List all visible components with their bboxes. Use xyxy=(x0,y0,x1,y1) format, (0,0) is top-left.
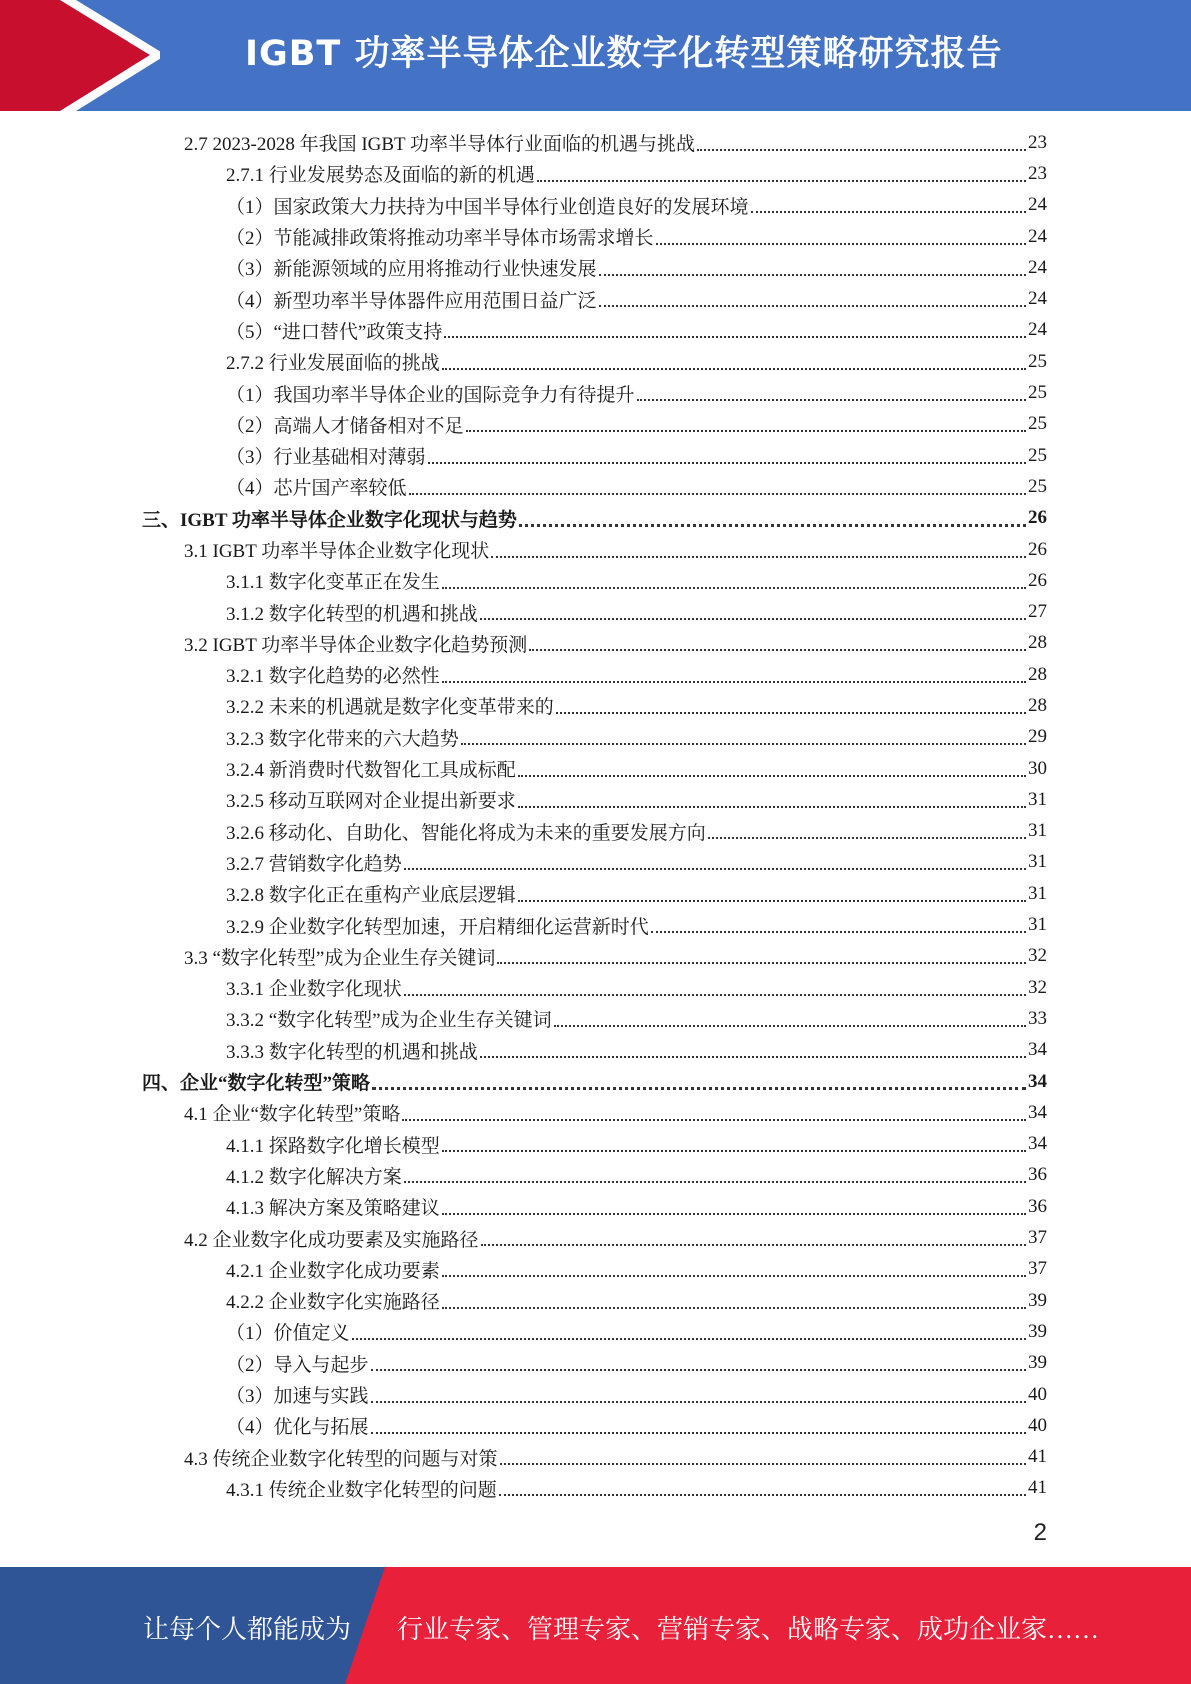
toc-dot-leader xyxy=(651,931,1026,933)
toc-entry[interactable] xyxy=(0,1097,1191,1128)
toc-dot-leader xyxy=(444,336,1026,338)
toc-entry[interactable] xyxy=(0,221,1191,252)
toc-dot-leader xyxy=(599,305,1026,307)
toc-entry[interactable] xyxy=(0,722,1191,753)
toc-entry[interactable] xyxy=(0,503,1191,534)
toc-entry-page: 31 xyxy=(1028,882,1047,904)
toc-dot-leader xyxy=(556,712,1026,714)
toc-entry-page: 25 xyxy=(1028,350,1047,372)
toc-dot-leader xyxy=(371,1432,1026,1434)
toc-entry-title: （3）加速与实践 xyxy=(226,1386,369,1408)
toc-entry[interactable] xyxy=(0,628,1191,659)
toc-dot-leader xyxy=(442,1275,1026,1277)
toc-dot-leader xyxy=(480,1056,1026,1058)
toc-entry-title: （4）优化与拓展 xyxy=(226,1417,369,1439)
toc-entry-page: 41 xyxy=(1028,1477,1047,1499)
toc-entry-page: 28 xyxy=(1028,694,1047,716)
toc-entry-title: （3）行业基础相对薄弱 xyxy=(226,447,426,469)
toc-entry-page: 23 xyxy=(1028,131,1047,153)
toc-entry[interactable] xyxy=(0,377,1191,408)
toc-dot-leader xyxy=(428,462,1026,464)
toc-entry[interactable] xyxy=(0,659,1191,690)
toc-dot-leader xyxy=(409,493,1026,495)
toc-entry-title: 3.2.8 数字化正在重构产业底层逻辑 xyxy=(226,885,516,907)
toc-dot-leader xyxy=(519,524,1026,527)
toc-dot-leader xyxy=(491,556,1026,558)
toc-entry[interactable] xyxy=(0,1379,1191,1410)
toc-entry-title: 3.1.2 数字化转型的机遇和挑战 xyxy=(226,603,478,625)
toc-dot-leader xyxy=(404,868,1026,870)
toc-entry-title: （3）新能源领域的应用将推动行业快速发展 xyxy=(226,259,597,281)
toc-entry-title: 3.2.1 数字化趋势的必然性 xyxy=(226,666,440,688)
toc-dot-leader xyxy=(656,243,1026,245)
toc-dot-leader xyxy=(442,587,1026,589)
toc-entry[interactable] xyxy=(0,1003,1191,1034)
toc-entry-page: 37 xyxy=(1028,1227,1047,1249)
toc-entry[interactable] xyxy=(0,1129,1191,1160)
toc-entry[interactable] xyxy=(0,878,1191,909)
toc-entry-page: 24 xyxy=(1028,288,1047,310)
toc-entry-title: 3.2.2 未来的机遇就是数字化变革带来的 xyxy=(226,697,554,719)
toc-dot-leader xyxy=(518,900,1026,902)
toc-entry[interactable] xyxy=(0,409,1191,440)
toc-entry[interactable] xyxy=(0,1222,1191,1253)
toc-entry-title: （1）价值定义 xyxy=(226,1323,350,1345)
toc-entry[interactable] xyxy=(0,158,1191,189)
toc-entry[interactable] xyxy=(0,596,1191,627)
toc-entry-title: 3.2.7 营销数字化趋势 xyxy=(226,853,402,875)
toc-entry[interactable] xyxy=(0,1066,1191,1097)
toc-entry[interactable] xyxy=(0,941,1191,972)
toc-entry-title: 4.1.2 数字化解决方案 xyxy=(226,1166,402,1188)
toc-entry-page: 34 xyxy=(1028,1133,1047,1155)
toc-entry-page: 24 xyxy=(1028,225,1047,247)
toc-entry-page: 31 xyxy=(1028,914,1047,936)
toc-entry-title: 4.1 企业“数字化转型”策略 xyxy=(184,1104,401,1126)
toc-entry-title: 2.7 2023-2028 年我国 IGBT 功率半导体行业面临的机遇与挑战 xyxy=(184,134,696,156)
toc-entry-page: 32 xyxy=(1028,976,1047,998)
toc-entry-page: 33 xyxy=(1028,1007,1047,1029)
footer-slogan-left: 让每个人都能成为 xyxy=(143,1615,352,1644)
toc-entry-page: 39 xyxy=(1028,1320,1047,1342)
toc-entry[interactable] xyxy=(0,190,1191,221)
toc-entry[interactable] xyxy=(0,1191,1191,1222)
toc-entry-page: 41 xyxy=(1028,1446,1047,1468)
toc-entry-title: 4.3 传统企业数字化转型的问题与对策 xyxy=(184,1448,498,1470)
toc-dot-leader xyxy=(751,211,1026,213)
toc-entry[interactable] xyxy=(0,1160,1191,1191)
toc-entry-page: 28 xyxy=(1028,632,1047,654)
toc-entry[interactable] xyxy=(0,283,1191,314)
toc-entry-title: 3.2.6 移动化、自助化、智能化将成为未来的重要发展方向 xyxy=(226,822,706,844)
toc-entry-page: 31 xyxy=(1028,820,1047,842)
toc-dot-leader xyxy=(697,149,1026,151)
toc-dot-leader xyxy=(442,1150,1026,1152)
toc-entry-page: 37 xyxy=(1028,1258,1047,1280)
toc-dot-leader xyxy=(371,1401,1026,1403)
toc-dot-leader xyxy=(461,743,1026,745)
toc-entry-page: 27 xyxy=(1028,601,1047,623)
toc-dot-leader xyxy=(442,681,1026,683)
toc-entry-title: （2）节能减排政策将推动功率半导体市场需求增长 xyxy=(226,228,654,250)
toc-entry[interactable] xyxy=(0,1473,1191,1504)
toc-entry-page: 34 xyxy=(1028,1039,1047,1061)
toc-entry[interactable] xyxy=(0,909,1191,940)
footer-banner xyxy=(0,1567,1191,1684)
toc-entry-title: 3.1.1 数字化变革正在发生 xyxy=(226,572,440,594)
toc-entry-title: 3.3.2 “数字化转型”成为企业生存关键词 xyxy=(226,1010,552,1032)
toc-entry[interactable] xyxy=(0,252,1191,283)
toc-entry-page: 31 xyxy=(1028,788,1047,810)
toc-entry-page: 34 xyxy=(1028,1101,1047,1123)
toc-entry-title: 3.3.3 数字化转型的机遇和挑战 xyxy=(226,1041,478,1063)
toc-entry-title: 3.3.1 企业数字化现状 xyxy=(226,979,402,1001)
toc-entry-title: 4.1.3 解决方案及策略建议 xyxy=(226,1198,440,1220)
toc-entry-page: 31 xyxy=(1028,851,1047,873)
toc-entry[interactable] xyxy=(0,127,1191,158)
toc-entry-title: 4.2 企业数字化成功要素及实施路径 xyxy=(184,1229,479,1251)
toc-entry-page: 34 xyxy=(1028,1070,1047,1092)
toc-dot-leader xyxy=(480,618,1026,620)
toc-entry-page: 23 xyxy=(1028,162,1047,184)
toc-dot-leader xyxy=(518,806,1026,808)
toc-dot-leader xyxy=(499,1494,1026,1496)
toc-entry-title: 4.2.2 企业数字化实施路径 xyxy=(226,1292,440,1314)
toc-dot-leader xyxy=(442,368,1026,370)
toc-entry-title: 四、企业“数字化转型”策略 xyxy=(142,1073,371,1095)
toc-entry[interactable] xyxy=(0,753,1191,784)
toc-dot-leader xyxy=(372,1087,1026,1090)
toc-entry-title: （1）国家政策大力扶持为中国半导体行业创造良好的发展环境 xyxy=(226,196,749,218)
header-banner xyxy=(0,0,1191,111)
toc-entry-page: 39 xyxy=(1028,1289,1047,1311)
toc-entry-title: 3.2.4 新消费时代数智化工具成标配 xyxy=(226,760,516,782)
toc-entry-page: 36 xyxy=(1028,1195,1047,1217)
toc-entry-page: 25 xyxy=(1028,444,1047,466)
toc-dot-leader xyxy=(466,430,1026,432)
report-title: IGBT 功率半导体企业数字化转型策略研究报告 xyxy=(245,34,1003,74)
toc-entry-title: 3.3 “数字化转型”成为企业生存关键词 xyxy=(184,947,496,969)
toc-entry-title: （2）高端人才储备相对不足 xyxy=(226,415,464,437)
footer-slogan-right: 行业专家、管理专家、营销专家、战略专家、成功企业家…… xyxy=(397,1615,1100,1644)
toc-entry[interactable] xyxy=(0,1285,1191,1316)
toc-dot-leader xyxy=(442,1307,1026,1309)
toc-dot-leader xyxy=(352,1338,1026,1340)
toc-entry[interactable] xyxy=(0,471,1191,502)
toc-dot-leader xyxy=(554,1025,1026,1027)
toc-entry-title: （2）导入与起步 xyxy=(226,1354,369,1376)
toc-entry-page: 40 xyxy=(1028,1383,1047,1405)
toc-entry[interactable] xyxy=(0,784,1191,815)
toc-entry-page: 25 xyxy=(1028,413,1047,435)
toc-entry-title: 4.3.1 传统企业数字化转型的问题 xyxy=(226,1479,497,1501)
toc-entry-page: 39 xyxy=(1028,1352,1047,1374)
toc-entry[interactable] xyxy=(0,690,1191,721)
toc-dot-leader xyxy=(500,1463,1026,1465)
toc-entry-title: 3.2.9 企业数字化转型加速，开启精细化运营新时代 xyxy=(226,916,649,938)
toc-entry-title: （1）我国功率半导体企业的国际竞争力有待提升 xyxy=(226,384,635,406)
toc-entry-page: 24 xyxy=(1028,319,1047,341)
toc-dot-leader xyxy=(637,399,1026,401)
toc-dot-leader xyxy=(599,274,1026,276)
toc-entry[interactable] xyxy=(0,1348,1191,1379)
toc-dot-leader xyxy=(404,994,1026,996)
toc-dot-leader xyxy=(537,180,1026,182)
toc-entry-title: （4）新型功率半导体器件应用范围日益广泛 xyxy=(226,290,597,312)
page-number: 2 xyxy=(1033,1519,1047,1546)
toc-entry-page: 30 xyxy=(1028,757,1047,779)
toc-dot-leader xyxy=(371,1369,1026,1371)
toc-entry[interactable] xyxy=(0,1410,1191,1441)
red-arrow-ribbon-icon xyxy=(0,0,160,111)
toc-entry-title: 3.1 IGBT 功率半导体企业数字化现状 xyxy=(184,541,490,562)
toc-entry-title: 3.2.3 数字化带来的六大趋势 xyxy=(226,728,459,750)
toc-dot-leader xyxy=(529,649,1026,651)
toc-entry-title: 2.7.1 行业发展势态及面临的新的机遇 xyxy=(226,165,535,187)
toc-entry-title: （5）“进口替代”政策支持 xyxy=(226,321,443,343)
toc-entry-page: 24 xyxy=(1028,256,1047,278)
toc-entry-title: 4.1.1 探路数字化增长模型 xyxy=(226,1135,440,1157)
toc-entry[interactable] xyxy=(0,1441,1191,1472)
toc-entry-title: 3.2 IGBT 功率半导体企业数字化趋势预测 xyxy=(184,634,528,656)
toc-entry[interactable] xyxy=(0,1254,1191,1285)
table-of-contents xyxy=(0,127,1191,1504)
toc-entry-title: 4.2.1 企业数字化成功要素 xyxy=(226,1260,440,1282)
toc-entry-page: 25 xyxy=(1028,382,1047,404)
toc-entry-page: 26 xyxy=(1028,569,1047,591)
toc-entry[interactable] xyxy=(0,534,1191,565)
toc-dot-leader xyxy=(402,1119,1026,1121)
toc-entry[interactable] xyxy=(0,440,1191,471)
toc-dot-leader xyxy=(518,775,1026,777)
toc-entry-page: 24 xyxy=(1028,194,1047,216)
toc-dot-leader xyxy=(481,1244,1026,1246)
toc-dot-leader xyxy=(442,1213,1026,1215)
toc-entry[interactable] xyxy=(0,565,1191,596)
toc-dot-leader xyxy=(404,1181,1026,1183)
toc-entry-page: 26 xyxy=(1028,538,1047,560)
toc-entry[interactable] xyxy=(0,1316,1191,1347)
toc-entry-page: 36 xyxy=(1028,1164,1047,1186)
toc-dot-leader xyxy=(497,962,1026,964)
toc-entry-title: 2.7.2 行业发展面临的挑战 xyxy=(226,353,440,375)
toc-entry-page: 25 xyxy=(1028,475,1047,497)
toc-entry-page: 32 xyxy=(1028,945,1047,967)
toc-entry-page: 26 xyxy=(1028,507,1047,529)
toc-entry-title: 3.2.5 移动互联网对企业提出新要求 xyxy=(226,791,516,813)
toc-entry-page: 40 xyxy=(1028,1414,1047,1436)
toc-entry-page: 28 xyxy=(1028,663,1047,685)
toc-entry[interactable] xyxy=(0,816,1191,847)
toc-entry[interactable] xyxy=(0,1035,1191,1066)
toc-entry[interactable] xyxy=(0,972,1191,1003)
toc-entry[interactable] xyxy=(0,346,1191,377)
toc-entry-page: 29 xyxy=(1028,726,1047,748)
toc-entry-title: （4）芯片国产率较低 xyxy=(226,478,407,500)
toc-entry[interactable] xyxy=(0,315,1191,346)
toc-dot-leader xyxy=(708,837,1026,839)
toc-entry[interactable] xyxy=(0,847,1191,878)
toc-entry-title: 三、IGBT 功率半导体企业数字化现状与趋势 xyxy=(142,509,517,531)
